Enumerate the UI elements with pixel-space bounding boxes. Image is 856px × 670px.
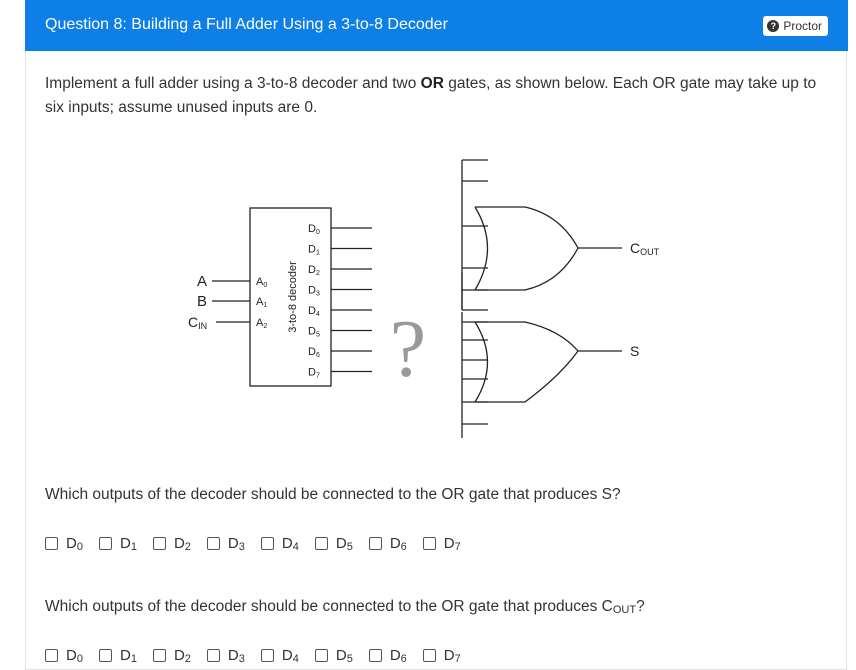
s-checkbox-d3[interactable] [207, 537, 220, 550]
option-label: D [173, 647, 185, 664]
s-checkbox-d4[interactable] [261, 537, 274, 550]
s-checkbox-d0[interactable] [45, 537, 58, 550]
option-subscript: 3 [238, 540, 245, 553]
decoder-output-2: D2 [308, 264, 320, 277]
question-intro [45, 72, 835, 120]
option-subscript: 2 [184, 540, 191, 553]
proctor-button[interactable] [763, 16, 828, 36]
option-label: D [281, 647, 293, 664]
cout-checkbox-d5[interactable] [315, 649, 328, 662]
option-label: D [281, 535, 293, 552]
option-label: D [66, 535, 77, 552]
options-s [45, 535, 477, 552]
cout-checkbox-d1[interactable] [99, 649, 112, 662]
decoder-input-2: A2 [256, 317, 268, 330]
question-header [25, 0, 848, 51]
option-subscript: 1 [130, 540, 137, 553]
or-gate-s-inputs [462, 322, 488, 424]
full-adder-diagram [160, 150, 700, 440]
s-option-d1[interactable] [99, 535, 137, 552]
decoder-output-6: D6 [308, 346, 320, 359]
input-cin-label: CIN [188, 314, 208, 331]
option-label: D [389, 535, 401, 552]
option-label: D [335, 535, 347, 552]
option-label: D [119, 647, 131, 664]
option-subscript: 3 [238, 652, 245, 665]
s-option-d5[interactable] [315, 535, 353, 552]
option-subscript: 6 [400, 652, 407, 665]
cout-checkbox-d2[interactable] [153, 649, 166, 662]
cout-option-d5[interactable] [315, 647, 353, 664]
s-option-d2[interactable] [153, 535, 191, 552]
option-subscript: 5 [346, 540, 353, 553]
option-label: D [173, 535, 185, 552]
cout-option-d4[interactable] [261, 647, 299, 664]
question-cout-end: ? [636, 598, 645, 615]
input-b-label: B [197, 293, 208, 310]
intro-text-after: gates, as shown below. Each OR gate may take up to six inputs; assume unused inputs are 0. [45, 75, 817, 116]
option-label: D [443, 535, 455, 552]
s-checkbox-d5[interactable] [315, 537, 328, 550]
intro-bold: OR [420, 75, 444, 92]
decoder-input-1: A1 [256, 296, 268, 309]
option-label: D [389, 647, 401, 664]
input-a-label: A [197, 273, 208, 290]
or-gate-cout [462, 160, 622, 310]
option-subscript: 0 [76, 540, 83, 553]
option-subscript: 5 [346, 652, 353, 665]
option-subscript: 1 [130, 652, 137, 665]
option-label: D [227, 647, 239, 664]
decoder-output-5: D5 [308, 325, 320, 339]
decoder-output-1: D1 [308, 243, 320, 257]
question-title: Question 8: Building a Full Adder Using a 3-to-8 Decoder [45, 16, 448, 33]
option-label: D [443, 647, 455, 664]
decoder-output-0: D0 [308, 223, 320, 236]
cout-checkbox-d0[interactable] [45, 649, 58, 662]
s-checkbox-d7[interactable] [423, 537, 436, 550]
s-checkbox-d6[interactable] [369, 537, 382, 550]
cout-option-d2[interactable] [153, 647, 191, 664]
option-label: D [119, 535, 131, 552]
cout-checkbox-d3[interactable] [207, 649, 220, 662]
s-option-d4[interactable] [261, 535, 299, 552]
cout-option-d0[interactable] [45, 647, 83, 664]
option-subscript: 0 [76, 652, 83, 665]
decoder-output-7: D7 [308, 366, 320, 380]
option-label: D [335, 647, 347, 664]
option-subscript: 7 [454, 540, 461, 553]
or-gate-cout-inputs [462, 160, 488, 310]
decoder-output-4: D4 [308, 305, 320, 318]
s-option-d3[interactable] [207, 535, 245, 552]
cout-option-d1[interactable] [99, 647, 137, 664]
cout-checkbox-d4[interactable] [261, 649, 274, 662]
question-circle-icon: ? [767, 20, 779, 32]
option-subscript: 4 [292, 652, 299, 665]
s-option-d6[interactable] [369, 535, 407, 552]
s-option-d0[interactable] [45, 535, 83, 552]
intro-text-before: Implement a full adder using a 3-to-8 decoder and two [45, 75, 421, 92]
option-subscript: 6 [400, 540, 407, 553]
cout-option-d6[interactable] [369, 647, 407, 664]
option-label: D [227, 535, 239, 552]
decoder-output-3: D3 [308, 284, 320, 298]
cout-label: COUT [630, 240, 660, 257]
decoder-input-0: A0 [256, 276, 268, 289]
or-gate-s [462, 312, 622, 438]
s-option-d7[interactable] [423, 535, 461, 552]
question-mark: ? [389, 303, 427, 394]
cout-option-d3[interactable] [207, 647, 245, 664]
s-checkbox-d1[interactable] [99, 537, 112, 550]
decoder-label: 3-to-8 decoder [286, 261, 299, 333]
cout-option-d7[interactable] [423, 647, 461, 664]
option-label: D [66, 647, 77, 664]
question-cout-text [45, 598, 645, 616]
proctor-label: Proctor [783, 19, 822, 33]
option-subscript: 4 [292, 540, 299, 553]
options-cout [45, 647, 477, 664]
cout-checkbox-d6[interactable] [369, 649, 382, 662]
option-subscript: 7 [454, 652, 461, 665]
option-subscript: 2 [184, 652, 191, 665]
s-checkbox-d2[interactable] [153, 537, 166, 550]
question-s-text: Which outputs of the decoder should be connected to the OR gate that produces S? [45, 486, 621, 503]
diagram-svg [160, 150, 700, 440]
s-output-label: S [630, 343, 640, 359]
question-cout-main: Which outputs of the decoder should be connected to the OR gate that produces C [45, 598, 613, 615]
cout-checkbox-d7[interactable] [423, 649, 436, 662]
question-cout-sub: OUT [612, 604, 637, 616]
